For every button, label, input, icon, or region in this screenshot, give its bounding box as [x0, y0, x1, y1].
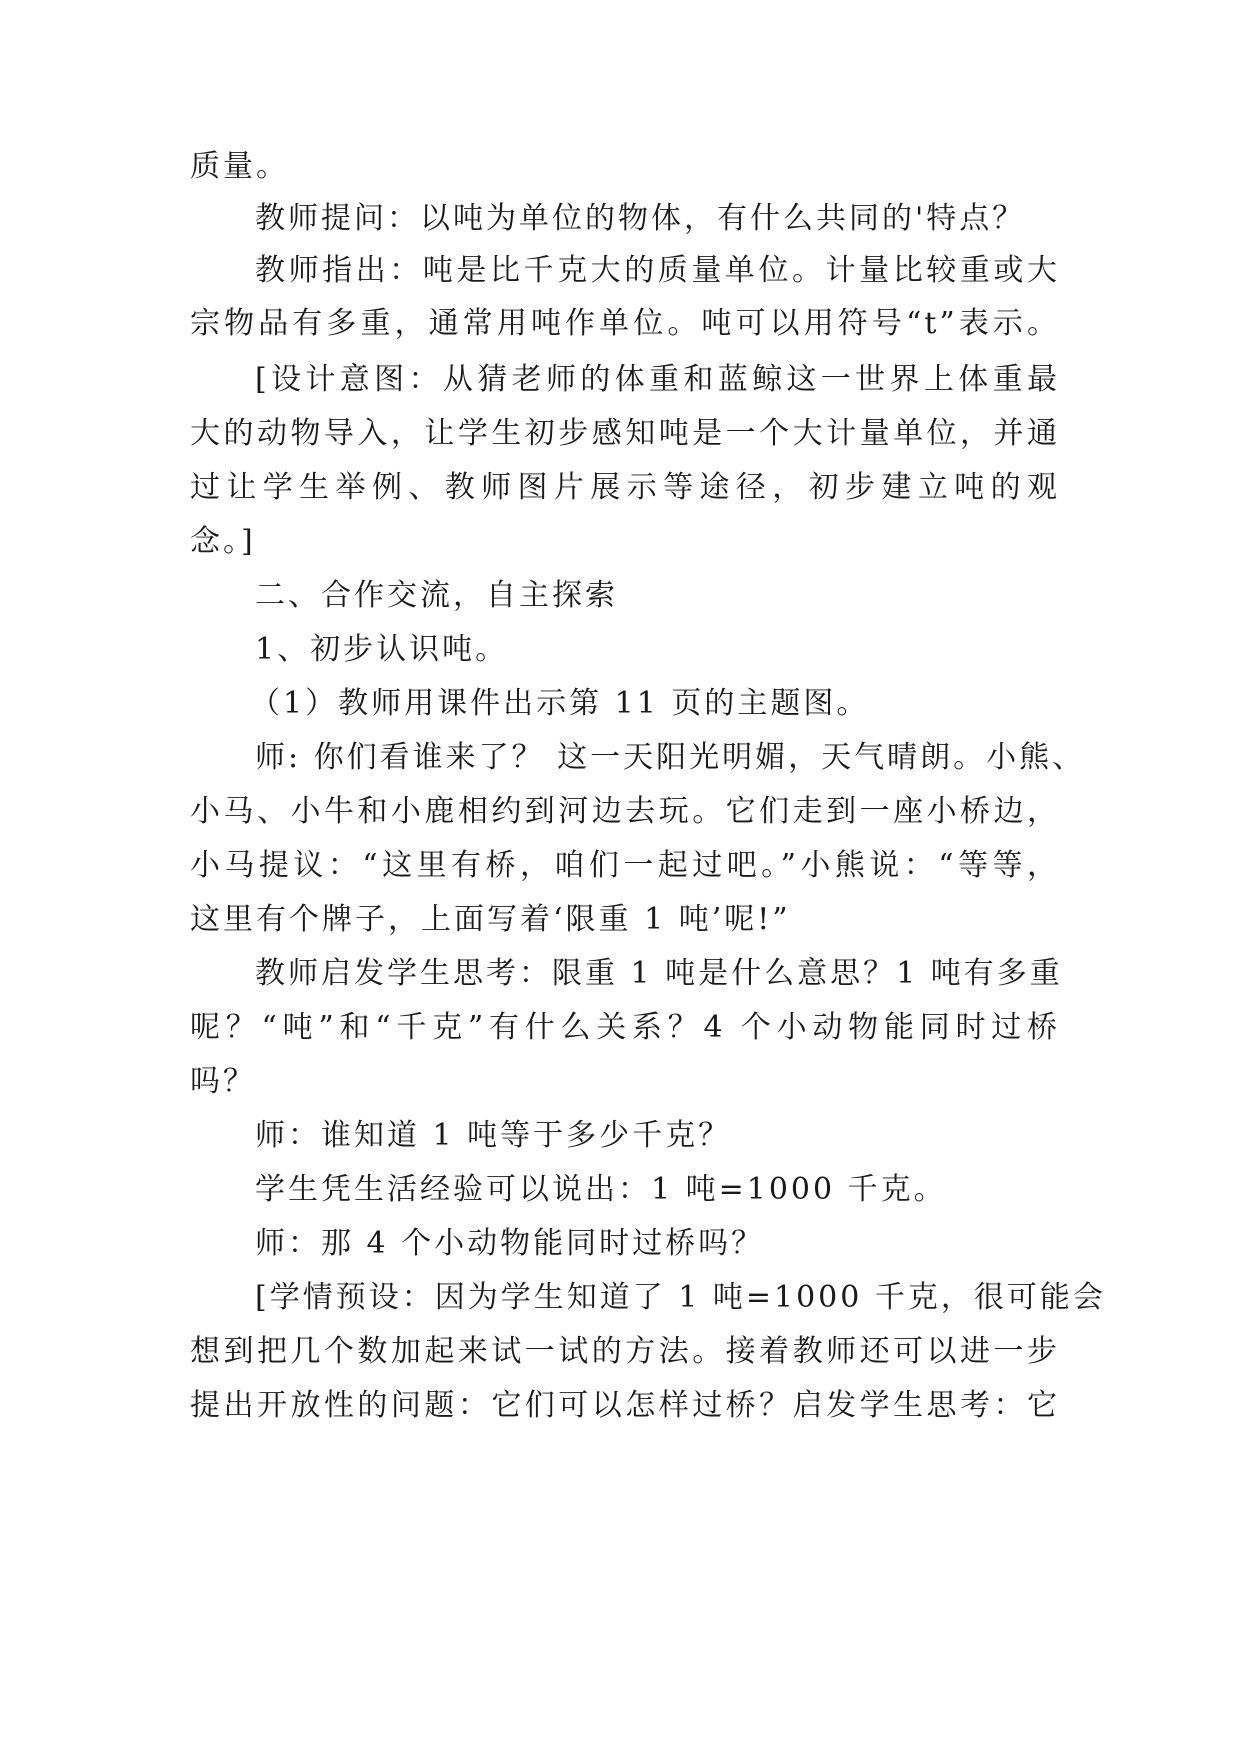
text-line-18: 吗？ [190, 1064, 256, 1099]
text-line-4: 宗物品有多重，通常用吨作单位。吨可以用符号“t”表示。 [190, 306, 1060, 341]
text-line-19: 师：谁知道 1 吨等于多少千克？ [255, 1118, 732, 1153]
text-line-6: 大的动物导入，让学生初步感知吨是一个大计量单位，并通 [190, 416, 1060, 451]
text-line-21: 师：那 4 个小动物能同时过桥吗？ [255, 1226, 765, 1261]
text-line-8: 念。] [190, 524, 256, 559]
text-line-16: 教师启发学生思考：限重 1 吨是什么意思？1 吨有多重 [255, 956, 1063, 991]
text-line-13: 小马、小牛和小鹿相约到河边去玩。它们走到一座小桥边， [190, 794, 1060, 829]
subsection-heading: 1、初步认识吨。 [255, 632, 509, 667]
text-line-11: （1）教师用课件出示第 11 页的主题图。 [250, 686, 870, 721]
text-line-2: 教师提问：以吨为单位的物体，有什么共同的'特点？ [255, 201, 1026, 236]
text-line-23: 想到把几个数加起来试一试的方法。接着教师还可以进一步 [190, 1334, 1060, 1369]
text-line-12: 师: 你们看谁来了？ 这一天阳光明媚，天气晴朗。小熊、 [255, 740, 1086, 775]
text-line-7: 过让学生举例、教师图片展示等途径，初步建立吨的观 [190, 470, 1060, 505]
text-line-5: [设计意图：从猜老师的体重和蓝鲸这一世界上体重最 [255, 362, 1060, 397]
text-line-3: 教师指出：吨是比千克大的质量单位。计量比较重或大 [255, 253, 1060, 288]
text-line-1: 质量。 [190, 149, 289, 184]
text-line-17: 呢？“吨”和“千克”有什么关系？4 个小动物能同时过桥 [190, 1010, 1060, 1045]
text-line-20: 学生凭生活经验可以说出：1 吨=1000 千克。 [255, 1172, 947, 1207]
text-line-22: [学情预设：因为学生知道了 1 吨=1000 千克，很可能会 [255, 1280, 1106, 1315]
text-line-15: 这里有个牌子，上面写着‘限重 1 吨’呢!” [190, 902, 791, 937]
section-heading: 二、合作交流，自主探索 [255, 578, 618, 613]
text-line-24: 提出开放性的问题：它们可以怎样过桥？启发学生思考：它 [190, 1388, 1060, 1423]
text-line-14: 小马提议：“这里有桥，咱们一起过吧。”小熊说：“等等， [190, 848, 1060, 883]
